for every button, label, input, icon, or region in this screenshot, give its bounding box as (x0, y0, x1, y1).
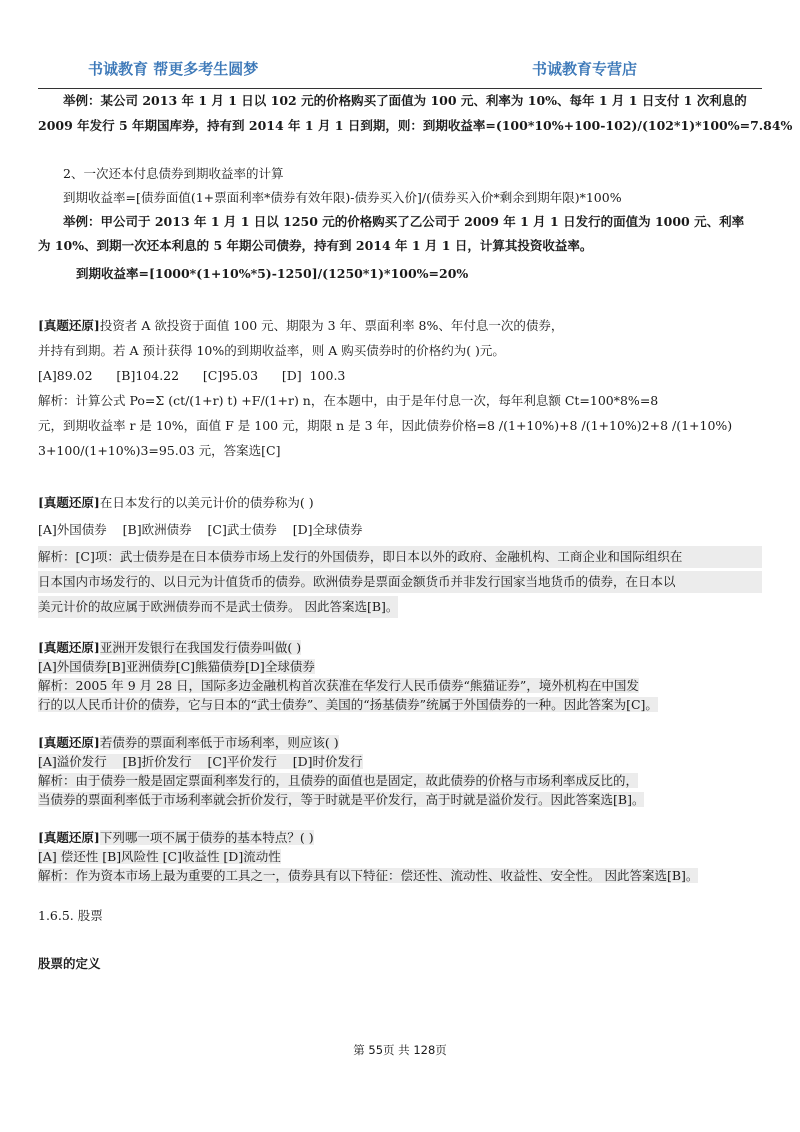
question-3-answer-line1-text: 解析：2005 年 9 月 28 日，国际多边金融机构首次获准在华发行人民币债券“熊猫证券”，境外机构在中国发 (38, 678, 639, 693)
spacer (38, 285, 762, 315)
question-3-line1: 亚洲开发银行在我国发行债券叫做( ) (99, 640, 302, 655)
question-2-tag: [真题还原] (38, 495, 100, 510)
question-2-answer-line1: 解析：[C]项：武士债券是在日本债券市场上发行的外国债券，即日本以外的政府、金融机构、工商企业和国际组织在 (38, 546, 762, 568)
spacer (38, 885, 762, 905)
page-footer: 第 55页 共 128页 (353, 1043, 447, 1057)
question-2-stem (38, 492, 762, 514)
spacer (38, 714, 762, 733)
question-4 (38, 733, 762, 809)
question-2-answer-line3: 美元计价的故应属于欧洲债券而不是武士债券。 因此答案选[B]。 (38, 596, 398, 618)
section2-example-result: 到期收益率=[1000*(1+10%*5)-1250]/(1250*1)*100%=20% (76, 266, 469, 281)
question-1-answer-line3: 3+100/(1+10%)3=95.03 元，答案选[C] (38, 443, 281, 458)
question-1-options: [A]89.02 [B]104.22 [C]95.03 [D] 100.3 (38, 368, 346, 383)
question-4-options (38, 752, 762, 771)
question-2-options: [A]外国债券 [B]欧洲债券 [C]武士债券 [D]全球债券 (38, 522, 363, 537)
question-3-answer-line2 (38, 695, 762, 714)
question-4-options-text: [A]溢价发行 [B]折价发行 [C]平价发行 [D]时价发行 (38, 754, 363, 769)
page-body (38, 90, 793, 975)
question-4-answer-line1-text: 解析：由于债券一般是固定票面利率发行的，且债券的面值也是固定，故此债券的价格与市场利率成反比的， (38, 773, 639, 788)
spacer (38, 137, 762, 163)
question-3-answer-line2-text: 行的以人民币计价的债券，它与日本的“武士债券”、美国的“扬基债券”统属于外国债券的一种。因此答案为[C]。 (38, 697, 658, 712)
question-3 (38, 638, 762, 714)
question-1-line1: 投资者 A 欲投资于面值 100 元、期限为 3 年、票面利率 8%、年付息一次的债券， (99, 318, 564, 333)
question-3-stem (38, 638, 762, 657)
question-3-options (38, 657, 762, 676)
question-4-tag: [真题还原] (38, 735, 100, 750)
spacer (38, 618, 762, 638)
question-4-answer-line2 (38, 790, 762, 809)
section2-example-line2: 为 10%、到期一次还本利息的 5 年期公司债券，持有到 2014 年 1 月 1 日，计算其投资收益率。 (38, 238, 593, 253)
question-4-answer-line2-text: 当债券的票面利率低于市场利率就会折价发行，等于时就是平价发行，高于时就是溢价发行。因此答案选[B]。 (38, 792, 645, 807)
question-5-options (38, 847, 762, 866)
section2-example-line1: 举例：甲公司于 2013 年 1 月 1 日以 1250 元的价格购买了乙公司于 2009 年 1 月 1 日发行的面值为 1000 元、利率 (63, 214, 745, 229)
question-1-answer-line1: 解析：计算公式 Po=Σ (ct/(1+r) t) +F/(1+r) n，在本题中，由于是年付息一次，每年利息额 Ct=100*8%=8 (38, 393, 659, 408)
question-1-tag: [真题还原] (38, 318, 100, 333)
spacer (38, 462, 762, 492)
question-1 (38, 315, 762, 462)
header-left-title: 书诚教育 帮更多考生圆梦 (88, 60, 259, 78)
section2-formula: 到期收益率=[债券面值(1+票面利率*债券有效年限)-债券买入价]/(债券买入价*剩余到期年限)*100% (63, 190, 622, 205)
question-3-options-text: [A]外国债券[B]亚洲债券[C]熊猫债券[D]全球债券 (38, 659, 315, 674)
question-5-options-text: [A] 偿还性 [B]风险性 [C]收益性 [D]流动性 (38, 849, 281, 864)
question-1-stem (38, 315, 762, 337)
section2-title: 2、一次还本付息债券到期收益率的计算 (63, 166, 284, 181)
header-rule (38, 88, 762, 89)
question-5-answer-line1-text: 解析：作为资本市场上最为重要的工具之一，债券具有以下特征：偿还性、流动性、收益性、安全性。 因此答案选[B]。 (38, 868, 699, 883)
spacer (38, 927, 762, 953)
section3-number: 1.6.5. 股票 (38, 908, 103, 923)
question-4-answer-line1 (38, 771, 762, 790)
question-2 (38, 492, 762, 618)
question-5-line1: 下列哪一项不属于债券的基本特点？( ) (99, 830, 314, 845)
spacer (38, 809, 762, 828)
section3-subtitle: 股票的定义 (38, 956, 101, 971)
question-5-answer-line1 (38, 866, 762, 885)
question-1-answer-line2: 元，到期收益率 r 是 10%，面值 F 是 100 元，期限 n 是 3 年，因此债券价格=8 /(1+10%)+8 /(1+10%)2+8 /(1+10%) (38, 418, 733, 433)
example1-line1: 举例：某公司 2013 年 1 月 1 日以 102 元的价格购买了面值为 100 元、利率为 10%、每年 1 月 1 日支付 1 次利息的 (63, 93, 747, 108)
question-5-tag: [真题还原] (38, 830, 100, 845)
question-4-line1: 若债券的票面利率低于市场利率，则应该( ) (99, 735, 339, 750)
question-3-answer-line1 (38, 676, 762, 695)
question-5-stem (38, 828, 762, 847)
question-5 (38, 828, 762, 885)
question-3-tag: [真题还原] (38, 640, 100, 655)
question-1-line2: 并持有到期。若 A 预计获得 10%的到期收益率，则 A 购买债券时的价格约为( )元。 (38, 343, 505, 358)
question-2-answer-line2: 日本国内市场发行的、以日元为计值货币的债券。欧洲债券是票面金额货币并非发行国家当地货币的债券，在日本以 (38, 571, 762, 593)
example1-line2: 2009 年发行 5 年期国库券，持有到 2014 年 1 月 1 日到期，则：到期收益率=(100*10%+100-102)/(102*1)*100%=7.84% (38, 118, 793, 133)
header-right-title: 书诚教育专营店 (532, 60, 638, 78)
question-4-stem (38, 733, 762, 752)
question-2-line1: 在日本发行的以美元计价的债券称为( ) (99, 495, 314, 510)
